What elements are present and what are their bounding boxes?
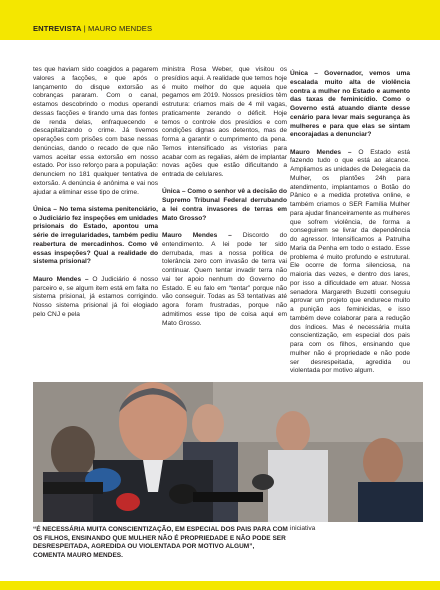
question: Única – No tema sistema penitenciário, o Judiciário fez inspeções em unidades prisionais do Estado, apontou uma série de irregularidades, também pediu reabertura de mercadinhos. Como vê essas inspeções? Qual a realidade do sistema prisional? — [33, 205, 158, 266]
press-interview-illustration — [33, 382, 423, 522]
section-header — [33, 24, 152, 33]
footer-bar — [0, 581, 440, 590]
text-column-1 — [33, 66, 158, 320]
section-person: MAURO MENDES — [88, 24, 153, 33]
answer — [290, 149, 410, 377]
question: Única – Governador, vemos uma escalada muito alta de violência contra a mulher no Estado e aumento das taxas de feminicídio. Como o Governo está atuando diante desse cenário para levar mais segurança às mulheres e para que elas se sintam encorajadas a denunciar? — [290, 70, 410, 139]
answer-text: O Estado está fazendo tudo o que está ao alcance. Ampliamos as unidades de Delegacia da Mulher, os plantões 24h para atendimento, implantamos o Botão do Pânico e a medida protetiva online, e também criamos o SER Família Mulher para ajudar financeiramente as mulheres que sofrem violência, de forma a conseguirem se livrar da dependência do agressor. Intensificamos a Patrulha Maria da Penha em todo o estado. Esse problema é muito profundo e estrutural. Ele ocorre de forma silenciosa, na maioria das vezes, e dentro dos lares, por isso a dificuldade em atuar. Nossa senadora Margareth Buzetti conseguiu aprovar um projeto que endurece muito a punição aos feminicidas, e isso também deve colaborar para a redução dos índices. Mas é necessária muita conscientização, em especial dos pais para com os filhos, ensinando que mulher não é propriedade e não pode ser desrespeitada, agredida ou violentada por motivo algum. — [290, 148, 410, 375]
answer — [162, 232, 287, 328]
paragraph: tes que haviam sido coagidos a pagarem valores a facções, e que após o lançamento do disque extorsão as cobranças pararam. Com o canal, estamos descobrindo o modus operandi dessas facções e tirando uma das fontes de renda delas, enfraquecendo e descapitalizando o crime. Já tivemos operações com prisões com base nessas denúncias, dando o recado de que não vamos aceitar essa extorsão em nosso estado. Por isso reforço para a população: denunciem no 181 qualquer tentativa de extorsão. A denúncia é anônima e vai nos ajudar a eliminar esse tipo de crime. — [33, 66, 158, 196]
interview-photo — [33, 382, 423, 522]
answer — [33, 276, 158, 320]
answer-speaker: Mauro Mendes – — [162, 232, 243, 240]
section-separator: | — [81, 24, 89, 33]
answer-text: Discordo do entendimento. A lei pode ter sido derrubada, mas a nossa política de tolerância zero com invasão de terra vai continuar. Quem tentar invadir terra não vai ter apoio nenhum do Governo do Estado. E eu falo em “tentar” porque não vão conseguir. Todas as 53 tentativas até agora foram frustradas, porque não admitimos esse tipo de coisa aqui em Mato Grosso. — [162, 232, 287, 327]
section-label: ENTREVISTA — [33, 24, 82, 33]
paragraph: ministra Rosa Weber, que visitou os presídios aqui. A realidade que temos hoje é muito melhor do que aquela que pegamos em 2019. Nossos presídios têm estrutura: criamos mais de 4 mil vagas, praticamente zerando o déficit. Hoje temos o controle dos presídios e com condições dignas aos detentos, mas de forma a garantir o cumprimento da pena. Temos intensificado as vistorias para acabar com as regalias, além de implantar novas ações que estão dificultando a entrada de celulares. — [162, 66, 287, 178]
answer-text: iniciativa — [290, 524, 316, 532]
question: Única – Como o senhor vê a decisão do Supremo Tribunal Federal derrubando a lei contra invasores de terras em Mato Grosso? — [162, 188, 287, 222]
answer-speaker: Mauro Mendes – — [290, 148, 359, 156]
text-column-2 — [162, 66, 287, 328]
header-bar — [0, 0, 440, 40]
answer-text: O Judiciário é nosso parceiro e, se algum item está em falta no sistema prisional, já estamos corrigindo. Nosso sistema prisional já foi elogiado pelo CNJ e pela — [33, 275, 158, 318]
photo-caption: “É NECESSÁRIA MUITA CONSCIENTIZAÇÃO, EM ESPECIAL DOS PAIS PARA COM OS FILHOS, ENSINANDO QUE MULHER NÃO É PROPRIEDADE E NÃO PODE SER DESRESPEITADA, AGREDIDA OU VIOLENTADA POR MOTIVO ALGUM”, COMENTA MAURO MENDES. — [33, 526, 288, 559]
answer-speaker: Mauro Mendes – — [33, 275, 93, 283]
